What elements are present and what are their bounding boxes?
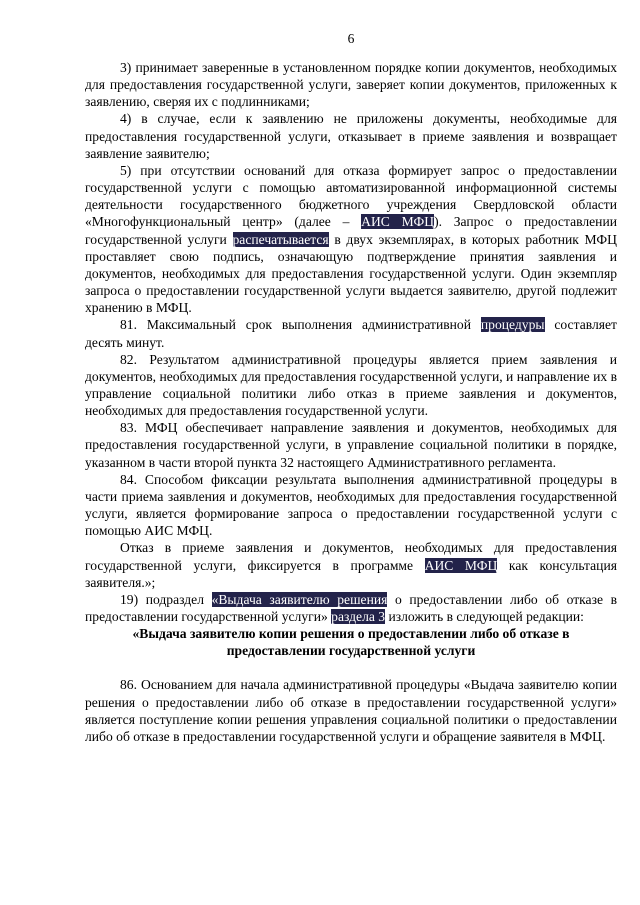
paragraph [85,351,617,420]
highlighted-text: АИС МФЦ [424,557,498,573]
text-run: ). Запрос о предоставлении государственной услуги [85,214,617,247]
highlighted-text: «Выдача заявителю решения [211,591,388,607]
text-run: 4) в случае, если к заявлению не приложены документы, необходимые для предоставления государственной услуги, отказывает в приеме заявления и возвращает заявление заявителю; [85,111,617,161]
paragraph [85,316,617,350]
paragraph [85,676,617,745]
paragraph [85,110,617,161]
text-run: Отказ в приеме заявления и документов, необходимых для предоставления государственной услуги, фиксируется в программе [85,540,617,573]
paragraph [85,162,617,316]
text-run: изложить в следующей редакции: [385,609,584,624]
text-run: 5) при отсутствии оснований для отказа формирует запрос о предоставлении государственной услуги с помощью автоматизированной информационной системы деятельности государственного бюджетного учреждения Свердловской области «Многофункциональный центр» (далее – [85,162,617,230]
text-run: «Выдача заявителю копии решения о предоставлении либо об отказе в предоставлении государственной услуги [132,626,570,659]
text-run: составляет десять минут. [85,317,617,350]
paragraph [85,625,617,659]
highlighted-text: раздела 3 [331,609,386,624]
text-run: в двух экземплярах, в которых работник МФЦ проставляет свою подпись, означающую подтверждение принятия заявления и документов, необходимых для предоставления государственной услуги. Один экземпляр запроса о предоставлении государственной услуги выдается заявителю, другой подлежит хранению в МФЦ. [85,231,617,316]
text-run: 19) подраздел [120,591,212,607]
page-number: 6 [347,31,355,46]
text-run: 83. МФЦ обеспечивает направление заявления и документов, необходимых для предоставления государственной услуги, в управление социальной политики в порядке, указанном в части второй пункта 32 настоящего Административного регламента. [85,420,617,470]
paragraph [85,539,617,590]
text-run: 86. Основанием для начала административной процедуры «Выдача заявителю копии решения о предоставлении либо об отказе в предоставлении государственной услуги» является поступление копии решения управления социальной политики о предоставлении либо об отказе в предоставлении государственной услуги и обращение заявителя в МФЦ. [85,677,617,744]
paragraph [85,59,617,110]
highlighted-text: АИС МФЦ [361,214,435,230]
text-run: как консультация заявителя.»; [85,557,617,590]
text-run: 3) принимает заверенные в установленном порядке копии документов, необходимых для предоставления государственной услуги, заверяет копии документов, приложенных к заявлению, сверяя их с подлинниками; [85,60,617,110]
highlighted-text: распечатывается [232,231,329,247]
text-run: 81. Максимальный срок выполнения административной [120,317,481,333]
text-run: 84. Способом фиксации результата выполнения административной процедуры в части приема заявления и документов, необходимых для предоставления государственной услуги, является формирование запроса о предоставлении государственной услуги с помощью АИС МФЦ. [85,471,617,539]
text-run: 82. Результатом административной процедуры является прием заявления и документов, необходимых для предоставления государственной услуги, и направление их в управление социальной политики либо отказ в приеме заявления и документов, необходимых для предоставления государственной услуги. [85,351,617,419]
paragraph [85,471,617,540]
highlighted-text: процедуры [480,317,545,333]
text-run: о предоставлении либо об отказе в предоставлении государственной услуги» [85,591,617,624]
paragraph [85,591,617,625]
document-body [85,59,617,745]
paragraph [85,419,617,470]
